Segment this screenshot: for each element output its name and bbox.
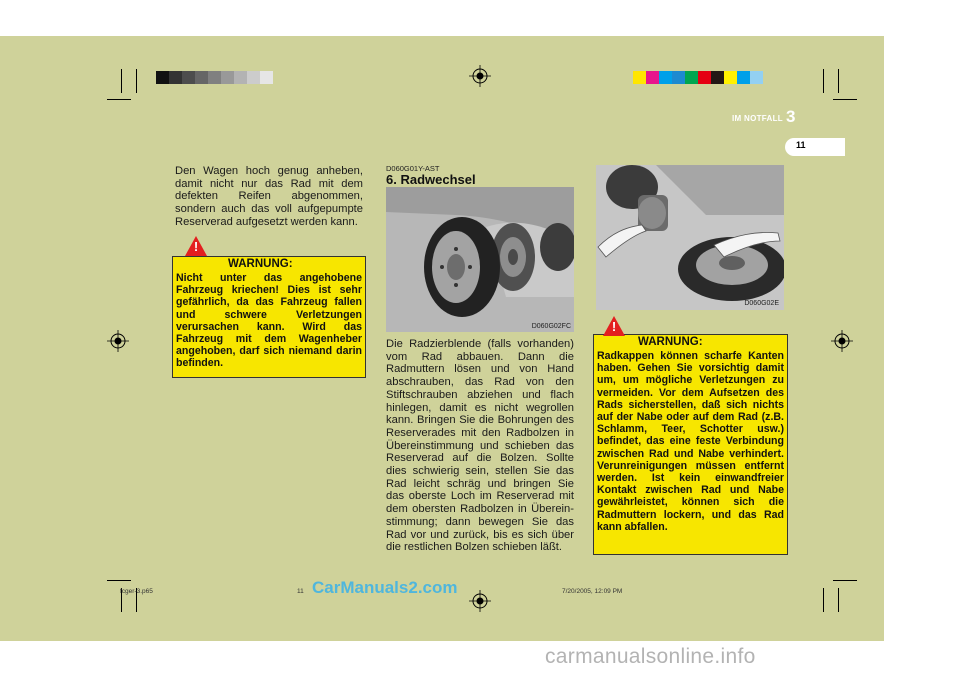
color-swatch [672, 71, 685, 84]
photo-id: D060G02E [744, 300, 779, 307]
color-swatch [737, 71, 750, 84]
watermark-carmanualsonline[interactable]: carmanualsonline.info [545, 645, 756, 668]
color-swatch [156, 71, 169, 84]
color-swatch [685, 71, 698, 84]
car-wheel-illustration-icon [386, 187, 574, 332]
color-swatch [633, 71, 646, 84]
color-swatch [234, 71, 247, 84]
watermark-carmanuals2[interactable]: CarManuals2.com [312, 578, 458, 597]
registration-mark-icon [107, 330, 129, 352]
color-swatch [659, 71, 672, 84]
color-calibration-bar [633, 71, 763, 84]
exclamation-icon: ! [611, 319, 617, 334]
gray-calibration-bar [156, 71, 273, 84]
wheel-removal-photo [386, 187, 574, 332]
hub-and-spare-wheel-illustration-icon [596, 165, 784, 310]
photo-id: D060G02FC [531, 323, 571, 330]
footer-page: 11 [297, 588, 304, 595]
section-label: IM NOTFALL [732, 114, 783, 123]
color-swatch [711, 71, 724, 84]
section-code: D060G01Y-AST [386, 164, 440, 173]
color-swatch [260, 71, 273, 84]
color-swatch [221, 71, 234, 84]
color-swatch [169, 71, 182, 84]
footer-file: fcger-3.p65 [120, 588, 153, 595]
color-swatch [750, 71, 763, 84]
registration-mark-icon [469, 590, 491, 612]
color-swatch [247, 71, 260, 84]
registration-mark-icon [469, 65, 491, 87]
color-swatch [698, 71, 711, 84]
section-number: 3 [786, 107, 796, 126]
wheel-change-instructions: Die Radzierblende (falls vorhanden) vom Rad abbauen. Dann die Radmuttern lösen und von Hand abschrauben, das Rad von den Stiftschrauben abziehen und flach hinlegen, damit es nicht wegrollen kann. Bringen Sie die Bohrungen des Reserverades mit den Radbolzen in Übereinstimmung und schieben das Reserverad auf die Bolzen. Sollte dies schwierig sein, stellen Sie das Rad leicht schräg und bringen Sie das oberste Loch im Reserverad mit dem obersten Radbolzen in Überein-stimmung; dann bewegen Sie das Rad vor und zurück, bis es sich über die restlichen Bolzen schieben läßt. [386, 338, 574, 554]
page-number: 11 [796, 140, 806, 150]
exclamation-icon: ! [193, 239, 199, 254]
color-swatch [182, 71, 195, 84]
registration-mark-icon [831, 330, 853, 352]
color-swatch [646, 71, 659, 84]
color-swatch [208, 71, 221, 84]
section-heading: 6. Radwechsel [386, 172, 476, 187]
color-swatch [195, 71, 208, 84]
warning-text: Radkappen können scharfe Kanten haben. Gehen Sie vorsichtig damit um, um mögliche Verletzungen zu vermeiden. Vor dem Aufsetzen des Rads sicherstellen, daß sich nichts auf der Nabe oder auf dem Rad (z.B. Schlamm, Teer, Schotter usw.) befindet, das eine feste Verbindung zwischen Rad und Nabe verhindert. Verunreinigungen müssen entfernt werden. Ist kein einwandfreier Kontakt zwischen Rad und Nabe gewährleistet, können sich die Radmuttern lockern, und das Rad kann abfallen. [597, 350, 784, 533]
color-swatch [724, 71, 737, 84]
footer-date: 7/20/2005, 12:09 PM [562, 588, 623, 595]
warning-text: Nicht unter das angehobene Fahrzeug kriechen! Dies ist sehr gefährlich, da das Fahrzeug fallen und schwere Verletzungen verursachen kann. Wird das Fahrzeug mit dem Wagenheber angehoben, darf sich niemand darin befinden. [176, 272, 362, 370]
hub-cleaning-photo [596, 165, 784, 310]
page-number-tab [785, 138, 845, 156]
warning-title: WARNUNG: [638, 336, 703, 348]
intro-paragraph: Den Wagen hoch genug anheben, damit nicht nur das Rad mit dem defekten Reifen abgenommen, sondern auch das voll aufgepumpte Reserverad aufgesetzt werden kann. [175, 165, 363, 228]
warning-title: WARNUNG: [228, 258, 293, 270]
